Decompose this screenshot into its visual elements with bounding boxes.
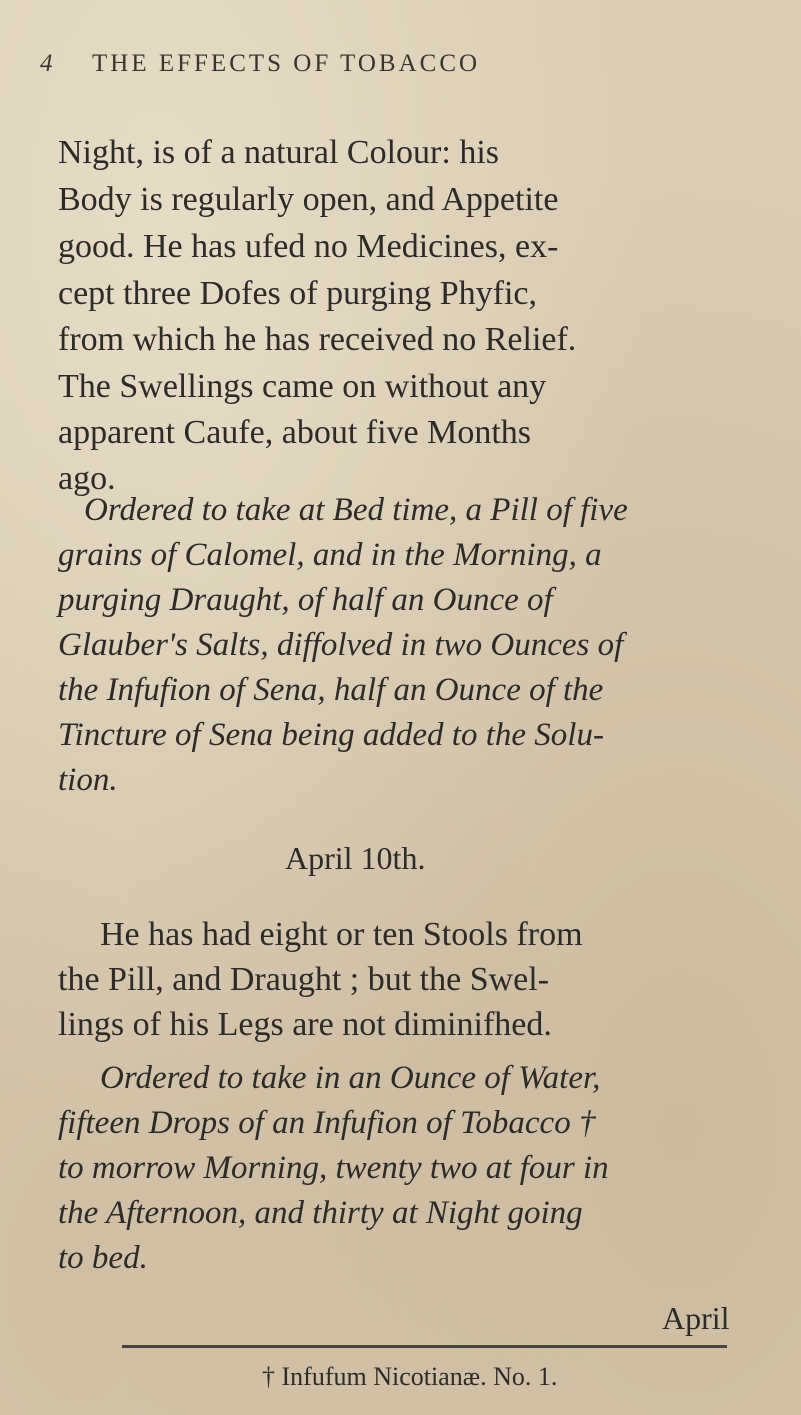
footnote-rule (122, 1345, 727, 1348)
prescription-line: tion. (58, 762, 118, 798)
prescription-line: the Infufion of Sena, half an Ounce of the (58, 672, 604, 708)
text-line: cept three Dofes of purging Phyfic, (58, 275, 538, 312)
text-line: from which he has received no Relief. (58, 321, 577, 358)
prescription-line: fifteen Drops of an Infufion of Tobacco † (58, 1105, 596, 1141)
footnote: † Infufum Nicotianæ. No. 1. (262, 1362, 558, 1391)
date-heading: April 10th. (285, 840, 426, 876)
text-line: The Swellings came on without any (58, 368, 547, 405)
prescription-line: Tincture of Sena being added to the Solu- (58, 717, 604, 753)
prescription-line: the Afternoon, and thirty at Night going (58, 1195, 583, 1231)
text-line: Body is regularly open, and Appetite (58, 181, 559, 218)
text-line: apparent Caufe, about five Months (58, 414, 532, 451)
running-head (40, 50, 760, 78)
prescription-line: Ordered to take in an Ounce of Water, (100, 1060, 601, 1096)
text-line: Night, is of a natural Colour: his (58, 134, 500, 171)
text-line: He has had eight or ten Stools from (100, 916, 583, 953)
page-number: 4 (40, 50, 53, 77)
prescription-line: to bed. (58, 1240, 148, 1276)
prescription-line: grains of Calomel, and in the Morning, a (58, 537, 602, 573)
prescription-line: to morrow Morning, twenty two at four in (58, 1150, 609, 1186)
prescription-line: purging Draught, of half an Ounce of (58, 582, 553, 618)
running-title: THE EFFECTS OF TOBACCO (92, 50, 481, 77)
catchword: April (662, 1300, 730, 1336)
text-line: lings of his Legs are not diminifhed. (58, 1006, 552, 1043)
text-line: the Pill, and Draught ; but the Swel- (58, 961, 550, 998)
text-line: ago. (58, 460, 116, 497)
text-line: good. He has ufed no Medicines, ex- (58, 228, 559, 265)
prescription-line: Ordered to take at Bed time, a Pill of five (84, 492, 628, 528)
prescription-line: Glauber's Salts, diffolved in two Ounces of (58, 627, 624, 663)
